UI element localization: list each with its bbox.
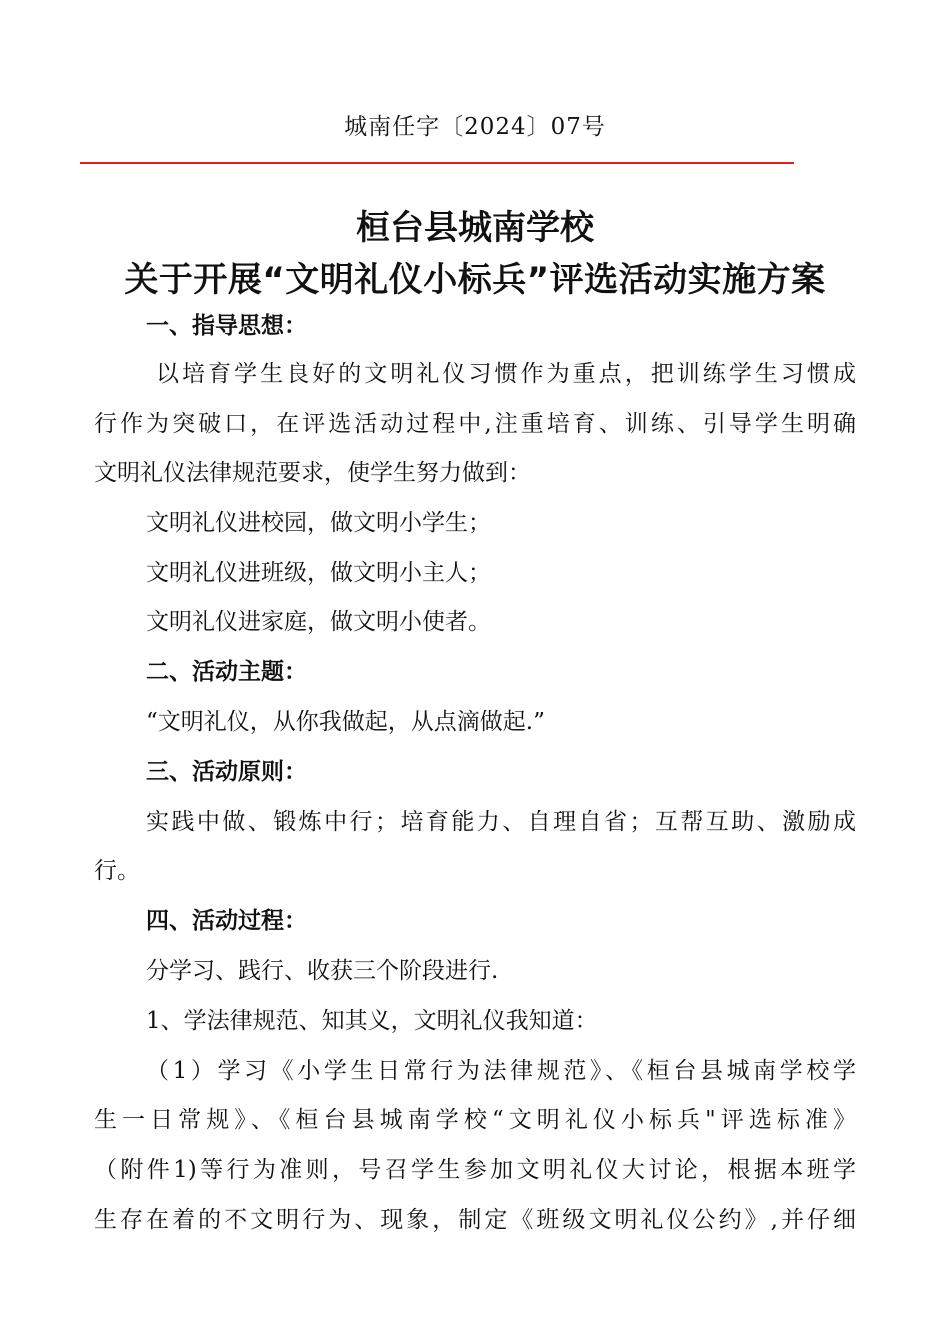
s2-theme-text: “文明礼仪，从你我做起，从点滴做起.” [146, 709, 545, 735]
document-number: 城南任字〔2024〕07号 [344, 114, 606, 140]
s1-paragraph-line3: 文明礼仪法律规范要求，使学生努力做到： [94, 460, 531, 486]
document-title-line1: 桓台县城南学校 [356, 208, 594, 248]
s1-paragraph-line2: 行作为突破口，在评选活动过程中,注重培育、训练、引导学生明确 [94, 411, 856, 437]
s4-paragraph-line1: （1）学习《小学生日常行为法律规范》、《桓台县城南学校学 [146, 1058, 856, 1084]
s4-paragraph-line3: （附件1)等行为准则，号召学生参加文明礼仪大讨论，根据本班学 [94, 1157, 856, 1183]
s4-paragraph-line2: 生一日常规》、《桓台县城南学校“文明礼仪小标兵"评选标准》 [94, 1107, 856, 1133]
s1-item-2: 文明礼仪进班级，做文明小主人； [146, 560, 491, 586]
s3-principles-line2: 行。 [94, 858, 140, 884]
s1-item-1: 文明礼仪进校园，做文明小学生； [146, 510, 491, 536]
s3-principles-line1: 实践中做、锻炼中行；培育能力、自理自省；互帮互助、激励成 [146, 809, 856, 835]
section1-heading: 一、指导思想： [146, 313, 307, 339]
s4-intro: 分学习、践行、收获三个阶段进行. [146, 958, 499, 984]
document-title-line2: 关于开展“文明礼仪小标兵”评选活动实施方案 [124, 260, 826, 300]
s1-paragraph-line1: 以培育学生良好的文明礼仪习惯作为重点，把训练学生习惯成 [156, 361, 856, 387]
s4-paragraph-line4: 生存在着的不文明行为、现象，制定《班级文明礼仪公约》,并仔细 [94, 1207, 856, 1233]
section3-heading: 三、活动原则： [146, 759, 307, 785]
section4-heading: 四、活动过程： [146, 908, 307, 934]
s4-step1-heading: 1、学法律规范、知其义，文明礼仪我知道： [146, 1008, 598, 1034]
s1-item-3: 文明礼仪进家庭，做文明小使者。 [146, 609, 491, 635]
section2-heading: 二、活动主题： [146, 659, 307, 685]
red-header-rule [80, 162, 794, 164]
